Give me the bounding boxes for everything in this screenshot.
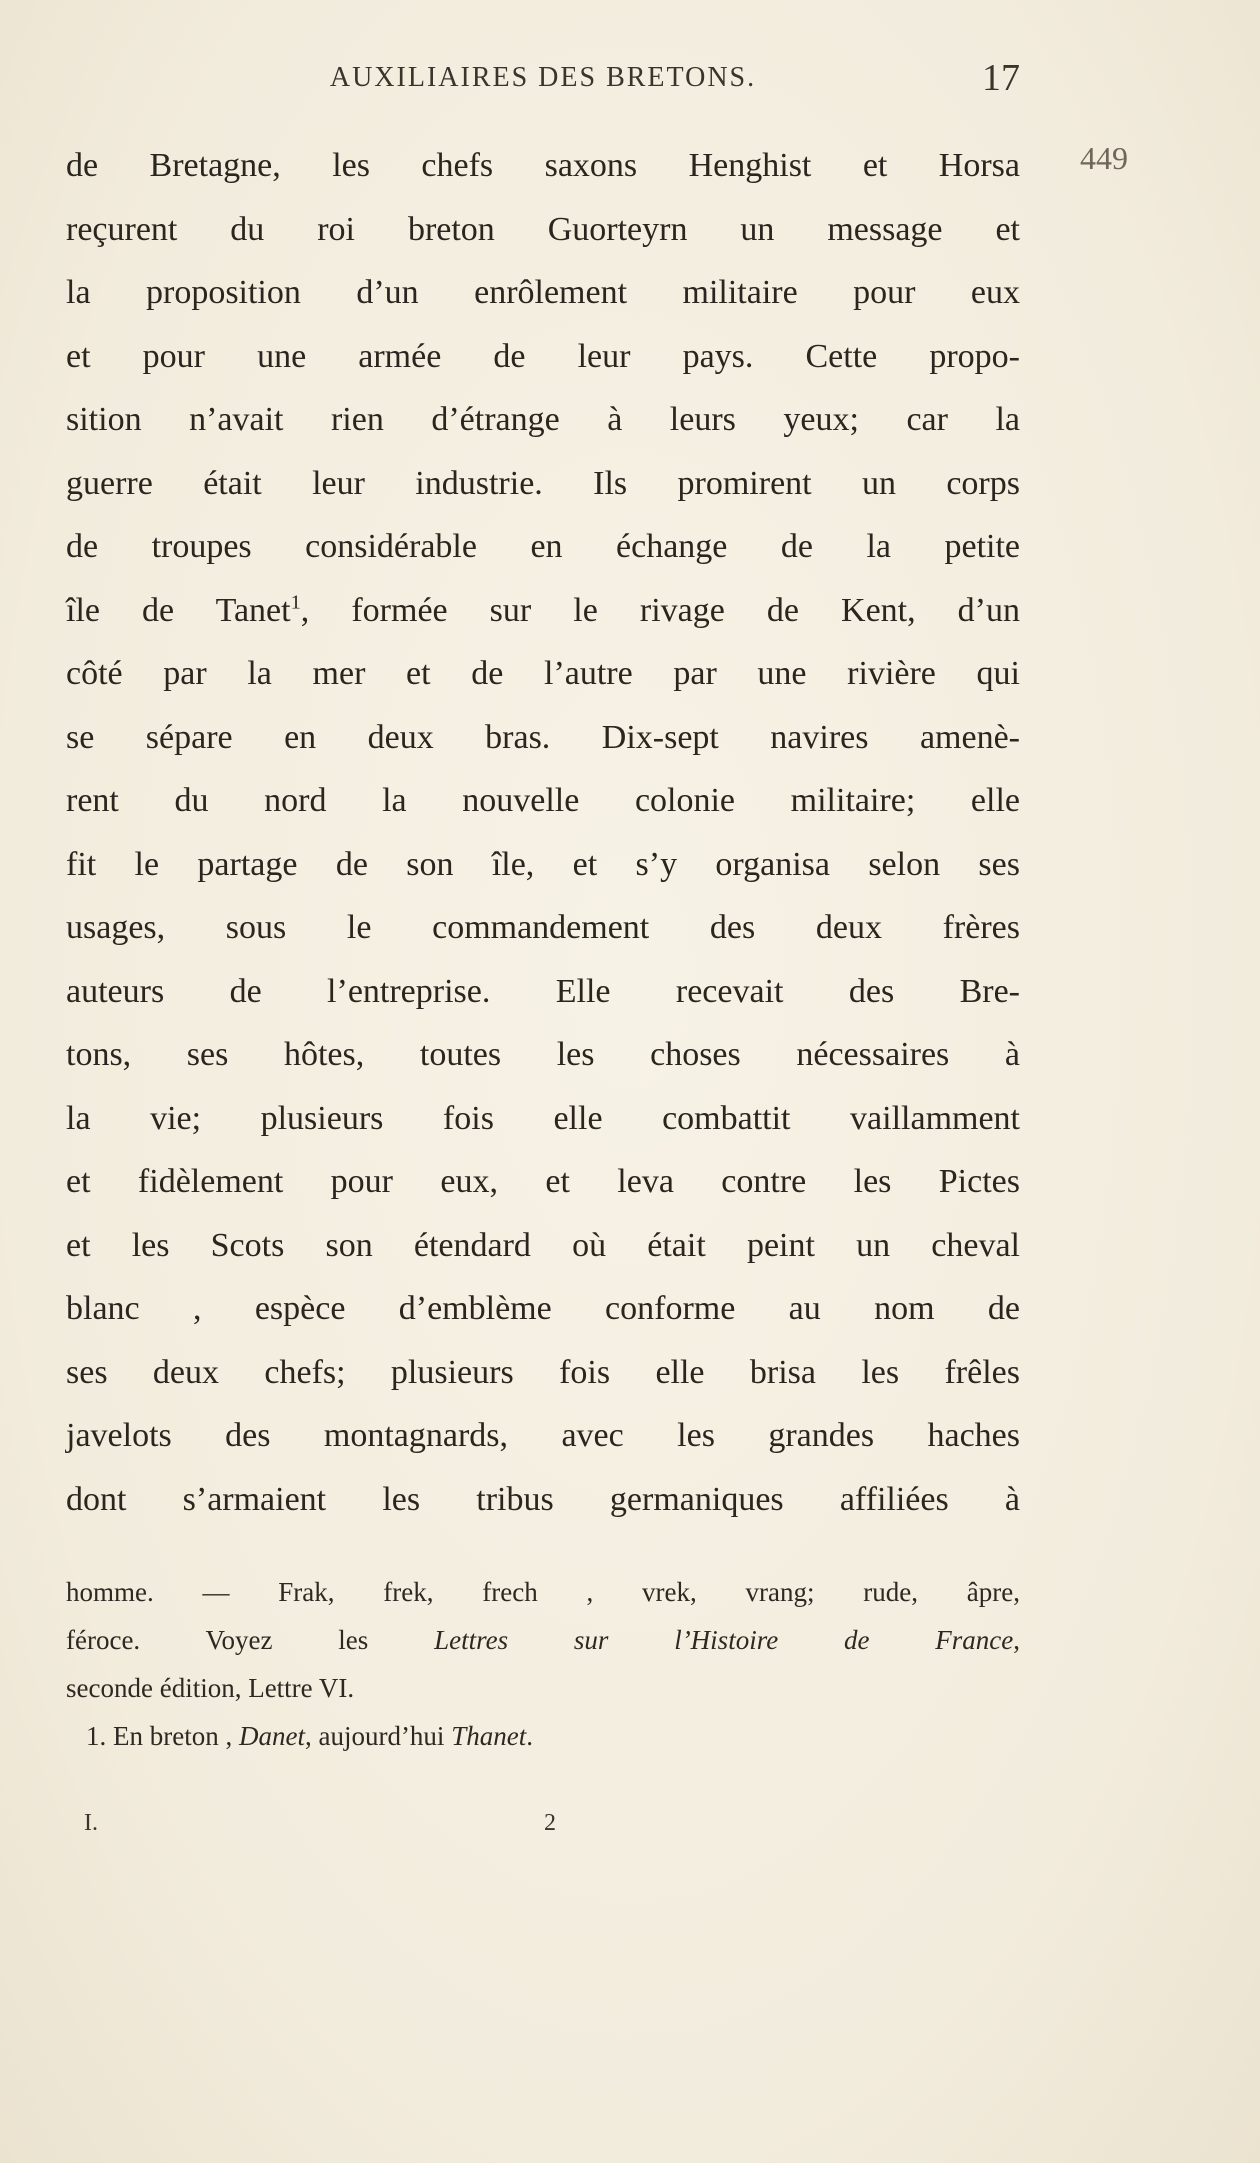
footnote-fragment: En breton , xyxy=(106,1721,239,1751)
text-line: se sépare en deux bras. Dix-sept navires amenè- xyxy=(66,718,1020,756)
page-number: 17 xyxy=(982,57,1020,99)
footnote-fragment: , aujourd’hui xyxy=(304,1721,452,1751)
footnote-line: homme. — Frak, frek, frech , vrek, vrang; rude, âpre, xyxy=(66,1577,1020,1607)
place-name: Thanet xyxy=(451,1721,527,1751)
text-line: côté par la mer et de l’autre par une rivière qui xyxy=(66,655,1020,692)
text-line: ses deux chefs; plusieurs fois elle brisa les frêles xyxy=(66,1353,1020,1391)
text-line: sition n’avait rien d’étrange à leurs yeux; car la xyxy=(66,401,1020,438)
printer-signature xyxy=(66,1810,1020,1850)
footnote-number: 1. xyxy=(86,1721,107,1751)
text-line: auteurs de l’entreprise. Elle recevait des Bre- xyxy=(66,972,1020,1010)
text-line: rent du nord la nouvelle colonie militaire; elle xyxy=(66,782,1020,819)
text-line: et fidèlement pour eux, et leva contre les Pictes xyxy=(66,1163,1020,1200)
book-title: Lettres sur l’Histoire de France xyxy=(434,1625,1014,1655)
volume-mark: I. xyxy=(84,1810,98,1836)
text-fragment: , formée sur le rivage de Kent, d’un xyxy=(300,591,1020,629)
body-text xyxy=(66,134,1020,1531)
sheet-signature: 2 xyxy=(544,1810,556,1836)
footnote-line: seconde édition, Lettre VI. xyxy=(66,1673,355,1703)
text-line: tons, ses hôtes, toutes les choses nécessaires à xyxy=(66,1036,1020,1073)
text-line: javelots des montagnards, avec les grandes haches xyxy=(66,1417,1020,1454)
footnote-ref: 1 xyxy=(290,591,301,614)
running-head xyxy=(66,57,1020,112)
text-line: la proposition d’un enrôlement militaire pour eux xyxy=(66,274,1020,311)
footnote-fragment: . xyxy=(526,1721,533,1751)
text-line: de Bretagne, les chefs saxons Henghist et Horsa xyxy=(66,147,1020,184)
text-line: et pour une armée de leur pays. Cette propo- xyxy=(66,337,1020,375)
text-line-with-note xyxy=(66,579,1020,643)
text-line: de troupes considérable en échange de la petite xyxy=(66,528,1020,565)
running-title: AUXILIAIRES DES BRETONS. xyxy=(329,62,757,93)
place-name: Danet xyxy=(238,1721,305,1751)
margin-reference-number: 449 xyxy=(1080,140,1128,176)
footnote-fragment: féroce. Voyez les xyxy=(66,1625,435,1655)
footnote-1 xyxy=(66,1712,1020,1760)
text-line: guerre était leur industrie. Ils promirent un corps xyxy=(66,464,1020,502)
footnote-line xyxy=(66,1616,1020,1664)
text-line: la vie; plusieurs fois elle combattit vaillamment xyxy=(66,1099,1020,1137)
footnotes xyxy=(66,1568,1020,1760)
footnote-fragment: , xyxy=(1013,1625,1020,1655)
text-fragment: île de Tanet xyxy=(66,591,291,629)
text-line: reçurent du roi breton Guorteyrn un message et xyxy=(66,210,1020,248)
text-line: blanc , espèce d’emblème conforme au nom de xyxy=(66,1290,1020,1327)
text-line: et les Scots son étendard où était peint un cheval xyxy=(66,1226,1020,1264)
text-line: fit le partage de son île, et s’y organisa selon ses xyxy=(66,845,1020,883)
text-line: usages, sous le commandement des deux frères xyxy=(66,909,1020,946)
text-line: dont s’armaient les tribus germaniques affiliées à xyxy=(66,1480,1020,1518)
